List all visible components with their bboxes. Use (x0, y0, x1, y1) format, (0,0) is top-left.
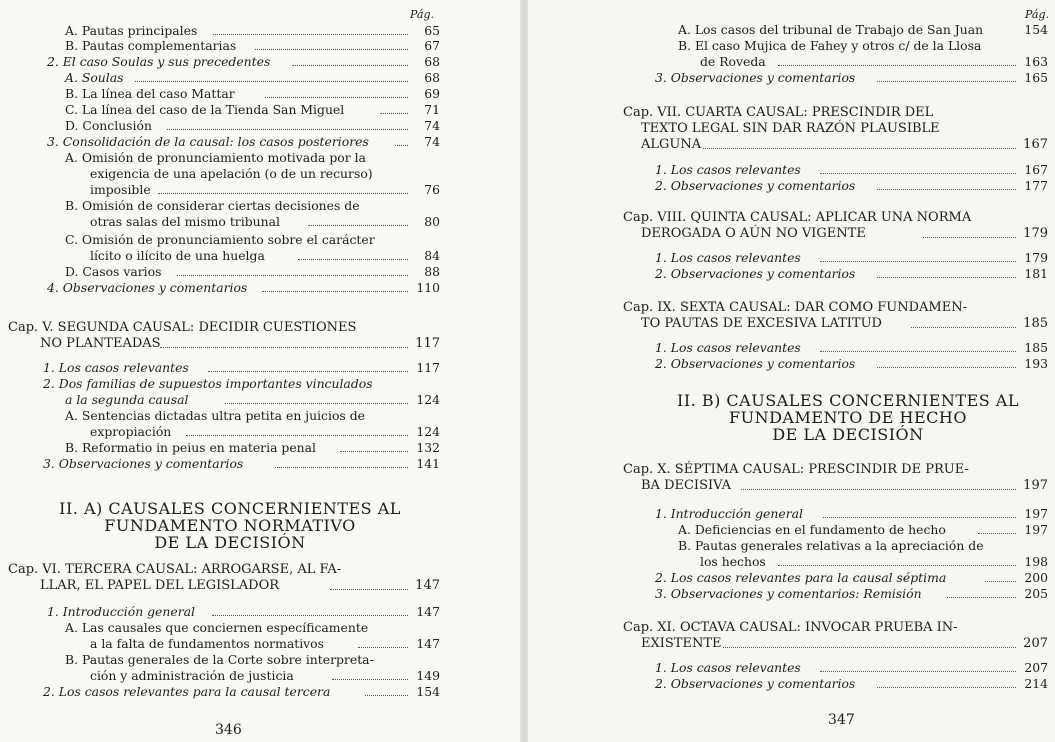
chapter-heading: TO PAUTAS DE EXCESIVA LATITUD 185 (641, 316, 1048, 331)
toc-entry: D. Casos varios 88 (65, 264, 440, 279)
page-number: 346 (215, 722, 242, 738)
toc-entry: 3. Observaciones y comentarios 165 (655, 70, 1048, 85)
chapter-heading: NO PLANTEADAS 117 (40, 336, 440, 351)
toc-entry: de Roveda 163 (700, 54, 1048, 69)
toc-entry: 2. Observaciones y comentarios 214 (655, 676, 1048, 691)
chapter-heading: TEXTO LEGAL SIN DAR RAZÓN PLAUSIBLE (641, 121, 940, 136)
toc-entry: expropiación 124 (90, 424, 440, 439)
toc-entry: 3. Consolidación de la causal: los casos posteriores 74 (47, 134, 440, 149)
toc-entry: A. Soulas 68 (65, 70, 440, 85)
toc-entry: B. Pautas generales de la Corte sobre interpreta- (65, 652, 374, 667)
section-heading: II. A) CAUSALES CONCERNIENTES AL FUNDAMENTO NORMATIVO DE LA DECISIÓN (59, 499, 401, 552)
toc-entry: 1. Los casos relevantes 185 (655, 340, 1048, 355)
chapter-heading: Cap. XI. OCTAVA CAUSAL: INVOCAR PRUEBA IN- (623, 620, 958, 635)
right-page (528, 0, 1055, 742)
toc-entry: B. El caso Mujica de Fahey y otros c/ de la Llosa (678, 38, 982, 53)
toc-entry: lícito o ilícito de una huelga 84 (90, 248, 440, 263)
toc-entry: 1. Los casos relevantes 179 (655, 250, 1048, 265)
toc-entry: a la segunda causal 124 (65, 392, 440, 407)
toc-entry: ción y administración de justicia 149 (90, 668, 440, 683)
chapter-heading: Cap. VIII. QUINTA CAUSAL: APLICAR UNA NORMA (623, 210, 972, 225)
toc-entry: A. Pautas principales 65 (65, 23, 440, 38)
chapter-heading: LLAR, EL PAPEL DEL LEGISLADOR 147 (40, 578, 440, 593)
chapter-heading: DEROGADA O AÚN NO VIGENTE 179 (641, 226, 1048, 241)
toc-entry: 2. Observaciones y comentarios 193 (655, 356, 1048, 371)
page-column-header: Pág. (1025, 8, 1050, 21)
page-number: 347 (828, 712, 855, 728)
toc-entry: 2. El caso Soulas y sus precedentes 68 (47, 54, 440, 69)
toc-entry: exigencia de una apelación (o de un recurso) (90, 166, 373, 181)
chapter-heading: Cap. VI. TERCERA CAUSAL: ARROGARSE, AL FA- (8, 562, 342, 577)
page-column-header: Pág. (410, 8, 435, 21)
toc-entry: A. Sentencias dictadas ultra petita en juicios de (65, 408, 365, 423)
chapter-heading: ALGUNA 167 (641, 137, 1048, 152)
toc-entry: 2. Observaciones y comentarios 177 (655, 178, 1048, 193)
chapter-heading: EXISTENTE 207 (641, 636, 1048, 651)
toc-entry: 3. Observaciones y comentarios 141 (43, 456, 440, 471)
toc-entry: a la falta de fundamentos normativos 147 (90, 636, 440, 651)
toc-entry: B. La línea del caso Mattar 69 (65, 86, 440, 101)
chapter-heading: Cap. IX. SEXTA CAUSAL: DAR COMO FUNDAMEN- (623, 300, 967, 315)
section-heading: II. B) CAUSALES CONCERNIENTES AL FUNDAMENTO DE HECHO DE LA DECISIÓN (677, 391, 1019, 444)
toc-entry: A. Los casos del tribunal de Trabajo de San Juan 154 (678, 22, 1048, 37)
toc-entry: A. Deficiencias en el fundamento de hecho 197 (678, 522, 1048, 537)
toc-entry: A. Omisión de pronunciamiento motivada por la (65, 150, 366, 165)
toc-entry: C. La línea del caso de la Tienda San Miguel 71 (65, 102, 440, 117)
toc-entry: otras salas del mismo tribunal 80 (90, 214, 440, 229)
toc-entry: 1. Introducción general 147 (47, 604, 440, 619)
chapter-heading: BA DECISIVA 197 (641, 478, 1048, 493)
left-page (0, 0, 520, 742)
toc-entry: 1. Los casos relevantes 207 (655, 660, 1048, 675)
toc-entry: 2. Los casos relevantes para la causal tercera 154 (43, 684, 440, 699)
toc-entry: los hechos 198 (700, 554, 1048, 569)
toc-entry: 1. Los casos relevantes 117 (43, 360, 440, 375)
toc-entry: B. Reformatio in peius en materia penal 132 (65, 440, 440, 455)
chapter-heading: Cap. X. SÉPTIMA CAUSAL: PRESCINDIR DE PRUE- (623, 462, 969, 477)
toc-entry: 1. Introducción general 197 (655, 506, 1048, 521)
toc-entry: 1. Los casos relevantes 167 (655, 162, 1048, 177)
toc-entry: B. Omisión de considerar ciertas decisiones de (65, 198, 360, 213)
toc-entry: 2. Dos familias de supuestos importantes vinculados (43, 376, 373, 391)
toc-entry: 3. Observaciones y comentarios: Remisión 205 (655, 586, 1048, 601)
toc-entry: B. Pautas generales relativas a la apreciación de (678, 538, 984, 553)
toc-entry: 2. Observaciones y comentarios 181 (655, 266, 1048, 281)
toc-entry: B. Pautas complementarias 67 (65, 38, 440, 53)
toc-entry: 4. Observaciones y comentarios 110 (47, 280, 440, 295)
toc-entry: C. Omisión de pronunciamiento sobre el carácter (65, 232, 375, 247)
toc-entry: A. Las causales que conciernen específicamente (65, 620, 369, 635)
chapter-heading: Cap. V. SEGUNDA CAUSAL: DECIDIR CUESTIONES (8, 320, 357, 335)
toc-entry: imposible 76 (90, 182, 440, 197)
toc-entry: D. Conclusión 74 (65, 118, 440, 133)
chapter-heading: Cap. VII. CUARTA CAUSAL: PRESCINDIR DEL (623, 105, 934, 120)
toc-entry: 2. Los casos relevantes para la causal séptima 200 (655, 570, 1048, 585)
